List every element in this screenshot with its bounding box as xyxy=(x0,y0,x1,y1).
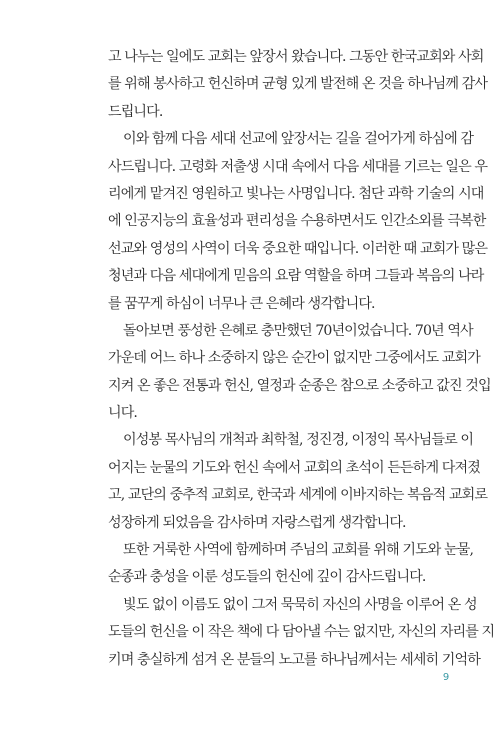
text-line: 도들의 헌신을 이 작은 책에 다 담아낼 수는 없지만, 자신의 자리를 지 xyxy=(108,624,495,641)
text-line: 가운데 어느 하나 소중하지 않은 순간이 없지만 그중에서도 교회가 xyxy=(108,350,480,367)
paragraph-first-line: 또한 거룩한 사역에 함께하며 주님의 교회를 위해 기도와 눈물, xyxy=(123,542,474,559)
page-number: 9 xyxy=(442,672,450,683)
text-line: 고 나누는 일에도 교회는 앞장서 왔습니다. 그동안 한국교회와 사회 xyxy=(108,49,484,65)
text-line: 사드립니다. 고령화 저출생 시대 속에서 다음 세대를 기르는 일은 우 xyxy=(108,158,488,175)
paragraph-first-line: 이와 함께 다음 세대 선교에 앞장서는 길을 걸어가게 하심에 감 xyxy=(123,131,474,148)
paragraph-first-line: 빛도 없이 이름도 없이 그저 묵묵히 자신의 사명을 이루어 온 성 xyxy=(123,596,477,613)
text-line: 고, 교단의 중추적 교회로, 한국과 세계에 이바지하는 복음적 교회로 xyxy=(108,487,488,504)
text-line: 어지는 눈물의 기도와 헌신 속에서 교회의 초석이 든든하게 다져졌 xyxy=(108,459,480,476)
text-line: 성장하게 되었음을 감사하며 자랑스럽게 생각합니다. xyxy=(108,514,406,531)
text-line: 키며 충실하게 섬겨 온 분들의 노고를 하나님께서는 세세히 기억하 xyxy=(108,651,480,668)
text-line: 에 인공지능의 효율성과 편리성을 수용하면서도 인간소외를 극복한 xyxy=(108,213,486,230)
text-line: 드립니다. xyxy=(108,103,163,120)
text-line: 지켜 온 좋은 전통과 헌신, 열정과 순종은 참으로 소중하고 값진 것입 xyxy=(108,377,491,394)
text-line: 니다. xyxy=(108,405,138,422)
paragraph-first-line: 돌아보면 풍성한 은혜로 충만했던 70년이었습니다. 70년 역사 xyxy=(123,322,473,339)
text-line: 선교와 영성의 사역이 더욱 중요한 때입니다. 이러한 때 교회가 많은 xyxy=(108,240,488,257)
text-line: 를 위해 봉사하고 헌신하며 균형 있게 발전해 온 것을 하나님께 감사 xyxy=(108,76,488,93)
body-text xyxy=(108,44,495,674)
text-line: 리에게 맡겨진 영원하고 빛나는 사명입니다. 첨단 과학 기술의 시대 xyxy=(108,185,484,202)
text-line: 순종과 충성을 이룬 성도들의 헌신에 깊이 감사드립니다. xyxy=(108,569,426,586)
text-line: 청년과 다음 세대에게 믿음의 요람 역할을 하며 그들과 복음의 나라 xyxy=(108,268,484,285)
text-line: 를 꿈꾸게 하심이 너무나 큰 은혜라 생각합니다. xyxy=(108,295,375,312)
paragraph-first-line: 이성봉 목사님의 개척과 최학철, 정진경, 이정익 목사님들로 이 xyxy=(123,432,474,449)
